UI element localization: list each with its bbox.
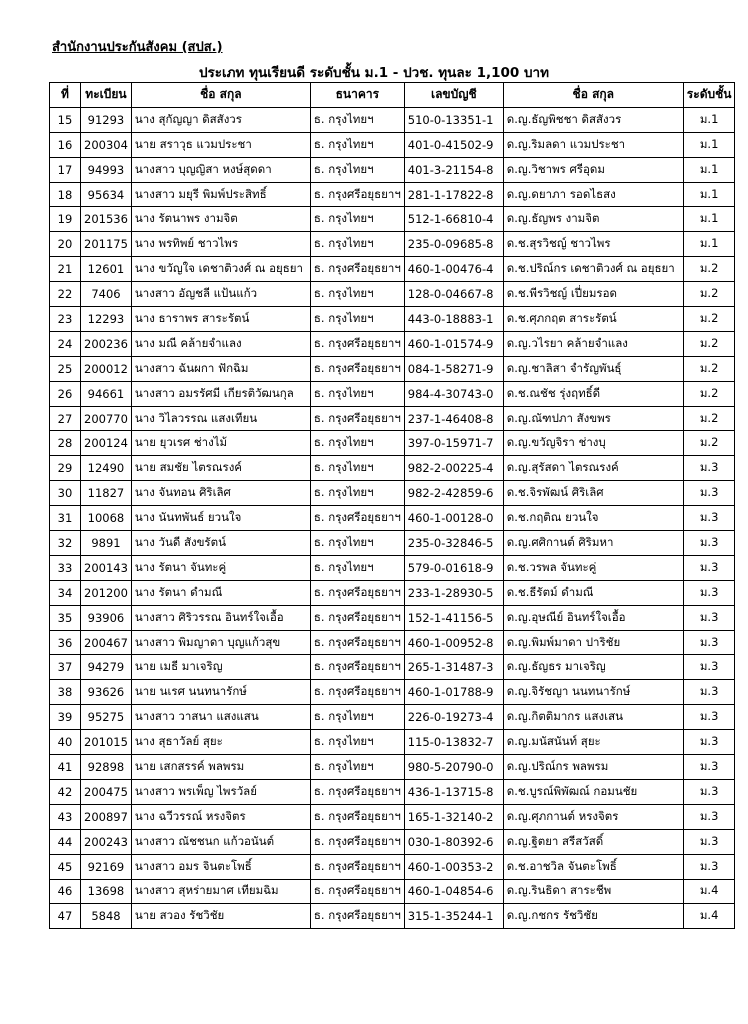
document-title: ประเภท ทุนเรียนดี ระดับชั้น ม.1 - ปวช. ทุนละ 1,100 บาท — [198, 65, 550, 81]
cell-child-name: ด.ช.อาชวิล จันตะโพธิ์ — [503, 854, 683, 879]
cell-account-no: 233-1-28930-5 — [404, 580, 503, 605]
table-row — [50, 730, 735, 755]
cell-child-name: ด.ช.บูรณ์พิพัฒณ์ กอมนชัย — [503, 779, 683, 804]
cell-insured-name: นางสาว สุหร่ายมาศ เทียมฉิม — [131, 879, 310, 904]
cell-bank: ธ. กรุงศรีอยุธยาฯ — [310, 804, 404, 829]
cell-registration: 201200 — [81, 580, 132, 605]
table-row — [50, 804, 735, 829]
table-row — [50, 779, 735, 804]
cell-grade: ม.2 — [683, 331, 735, 356]
col-header-child-name: ชื่อ สกุล — [503, 83, 683, 108]
cell-account-no: 579-0-01618-9 — [404, 555, 503, 580]
cell-bank: ธ. กรุงศรีอยุธยาฯ — [310, 854, 404, 879]
cell-bank: ธ. กรุงศรีอยุธยาฯ — [310, 879, 404, 904]
cell-grade: ม.3 — [683, 854, 735, 879]
cell-child-name: ด.ญ.ณัฑปภา สังขพร — [503, 406, 683, 431]
cell-account-no: 460-1-00952-8 — [404, 630, 503, 655]
cell-registration: 201175 — [81, 232, 132, 257]
cell-account-no: 460-1-04854-6 — [404, 879, 503, 904]
cell-grade: ม.1 — [683, 207, 735, 232]
table-row — [50, 680, 735, 705]
cell-account-no: 315-1-35244-1 — [404, 904, 503, 929]
cell-grade: ม.2 — [683, 307, 735, 332]
cell-insured-name: นางสาว อมร จินตะโพธิ์ — [131, 854, 310, 879]
cell-grade: ม.4 — [683, 879, 735, 904]
cell-account-no: 460-1-00353-2 — [404, 854, 503, 879]
cell-account-no: 115-0-13832-7 — [404, 730, 503, 755]
cell-child-name: ด.ญ.อุษณีย์ อินทร์ใจเอื้อ — [503, 605, 683, 630]
cell-account-no: 152-1-41156-5 — [404, 605, 503, 630]
cell-account-no: 982-2-00225-4 — [404, 456, 503, 481]
cell-account-no: 128-0-04667-8 — [404, 282, 503, 307]
cell-bank: ธ. กรุงไทยฯ — [310, 381, 404, 406]
cell-grade: ม.3 — [683, 730, 735, 755]
cell-child-name: ด.ช.พีรวิชญ์ เปี่ยมรอด — [503, 282, 683, 307]
cell-grade: ม.2 — [683, 257, 735, 282]
cell-child-name: ด.ญ.ฐิตยา สรีสวัสดิ์ — [503, 829, 683, 854]
cell-grade: ม.1 — [683, 157, 735, 182]
cell-bank: ธ. กรุงศรีอยุธยาฯ — [310, 680, 404, 705]
cell-child-name: ด.ญ.กิตติมากร แสงเสน — [503, 705, 683, 730]
cell-child-name: ด.ช.ณชัช รุ่งฤทธิ์ดี — [503, 381, 683, 406]
cell-no: 35 — [50, 605, 81, 630]
cell-bank: ธ. กรุงไทยฯ — [310, 456, 404, 481]
table-row — [50, 282, 735, 307]
cell-grade: ม.3 — [683, 531, 735, 556]
cell-grade: ม.3 — [683, 456, 735, 481]
cell-account-no: 980-5-20790-0 — [404, 755, 503, 780]
table-row — [50, 182, 735, 207]
cell-child-name: ด.ญ.ขวัญจิรา ช่างบุ — [503, 431, 683, 456]
cell-bank: ธ. กรุงศรีอยุธยาฯ — [310, 331, 404, 356]
table-row — [50, 307, 735, 332]
cell-no: 46 — [50, 879, 81, 904]
cell-registration: 200467 — [81, 630, 132, 655]
cell-bank: ธ. กรุงไทยฯ — [310, 132, 404, 157]
cell-no: 20 — [50, 232, 81, 257]
cell-insured-name: นางสาว พิมญาดา บุญแก้วสุข — [131, 630, 310, 655]
cell-registration: 94279 — [81, 655, 132, 680]
cell-insured-name: นาย เสกสรรค์ พลพรม — [131, 755, 310, 780]
cell-registration: 200124 — [81, 431, 132, 456]
cell-registration: 93626 — [81, 680, 132, 705]
table-row — [50, 107, 735, 132]
cell-registration: 13698 — [81, 879, 132, 904]
cell-no: 26 — [50, 381, 81, 406]
table-row — [50, 356, 735, 381]
cell-no: 19 — [50, 207, 81, 232]
cell-registration: 95275 — [81, 705, 132, 730]
cell-child-name: ด.ญ.ปริณ์กร พลพรม — [503, 755, 683, 780]
cell-bank: ธ. กรุงไทยฯ — [310, 555, 404, 580]
cell-no: 24 — [50, 331, 81, 356]
cell-registration: 200897 — [81, 804, 132, 829]
cell-bank: ธ. กรุงไทยฯ — [310, 157, 404, 182]
table-row — [50, 555, 735, 580]
cell-no: 23 — [50, 307, 81, 332]
cell-child-name: ด.ช.วรพล จันทะคู่ — [503, 555, 683, 580]
table-row — [50, 431, 735, 456]
cell-child-name: ด.ญ.รินธิดา สาระชีพ — [503, 879, 683, 904]
cell-no: 22 — [50, 282, 81, 307]
cell-registration: 12490 — [81, 456, 132, 481]
cell-bank: ธ. กรุงไทยฯ — [310, 705, 404, 730]
cell-grade: ม.2 — [683, 282, 735, 307]
cell-registration: 200475 — [81, 779, 132, 804]
cell-no: 43 — [50, 804, 81, 829]
table-row — [50, 605, 735, 630]
cell-child-name: ด.ญ.ชาลิสา จำรัญพันธุ์ — [503, 356, 683, 381]
cell-bank: ธ. กรุงไทยฯ — [310, 207, 404, 232]
cell-account-no: 510-0-13351-1 — [404, 107, 503, 132]
cell-registration: 91293 — [81, 107, 132, 132]
cell-account-no: 226-0-19273-4 — [404, 705, 503, 730]
cell-no: 15 — [50, 107, 81, 132]
cell-bank: ธ. กรุงไทยฯ — [310, 755, 404, 780]
cell-registration: 200304 — [81, 132, 132, 157]
cell-child-name: ด.ช.ศุภกฤต สาระรัตน์ — [503, 307, 683, 332]
cell-child-name: ด.ญ.ศศิกานต์ ศิริมหา — [503, 531, 683, 556]
scholarship-table — [49, 82, 735, 929]
cell-insured-name: นาย สราวุธ แวมประชา — [131, 132, 310, 157]
cell-account-no: 281-1-17822-8 — [404, 182, 503, 207]
cell-insured-name: นาง รัตนา ดำมณี — [131, 580, 310, 605]
cell-no: 27 — [50, 406, 81, 431]
cell-child-name: ด.ญ.มนัสนันท์ สุยะ — [503, 730, 683, 755]
cell-insured-name: นางสาว ศิริวรรณ อินทร์ใจเอื้อ — [131, 605, 310, 630]
cell-bank: ธ. กรุงศรีอยุธยาฯ — [310, 605, 404, 630]
cell-bank: ธ. กรุงศรีอยุธยาฯ — [310, 630, 404, 655]
cell-account-no: 460-1-01788-9 — [404, 680, 503, 705]
cell-registration: 93906 — [81, 605, 132, 630]
cell-insured-name: นาย สมชัย ไตรณรงค์ — [131, 456, 310, 481]
cell-insured-name: นาย เมธี มาเจริญ — [131, 655, 310, 680]
cell-child-name: ด.ช.สุรวิชญ์ ชาวไพร — [503, 232, 683, 257]
cell-account-no: 984-4-30743-0 — [404, 381, 503, 406]
cell-grade: ม.3 — [683, 580, 735, 605]
table-header-row — [50, 83, 735, 108]
cell-grade: ม.3 — [683, 779, 735, 804]
table-row — [50, 755, 735, 780]
cell-no: 32 — [50, 531, 81, 556]
table-row — [50, 406, 735, 431]
table-row — [50, 157, 735, 182]
cell-bank: ธ. กรุงศรีอยุธยาฯ — [310, 406, 404, 431]
cell-insured-name: นาง วิไลวรรณ แสงเทียน — [131, 406, 310, 431]
cell-registration: 200236 — [81, 331, 132, 356]
table-row — [50, 132, 735, 157]
cell-insured-name: นาง ธาราพร สาระรัตน์ — [131, 307, 310, 332]
cell-grade: ม.3 — [683, 555, 735, 580]
cell-registration: 10068 — [81, 506, 132, 531]
cell-no: 33 — [50, 555, 81, 580]
table-row — [50, 381, 735, 406]
table-row — [50, 481, 735, 506]
cell-account-no: 084-1-58271-9 — [404, 356, 503, 381]
cell-bank: ธ. กรุงศรีอยุธยาฯ — [310, 655, 404, 680]
cell-no: 38 — [50, 680, 81, 705]
cell-child-name: ด.ญ.สุรัสดา ไตรณรงค์ — [503, 456, 683, 481]
cell-account-no: 436-1-13715-8 — [404, 779, 503, 804]
cell-child-name: ด.ญ.กชกร รัชวิชัย — [503, 904, 683, 929]
organization-title: สำนักงานประกันสังคม (สปส.) — [52, 40, 223, 55]
cell-no: 29 — [50, 456, 81, 481]
cell-child-name: ด.ญ.จิรัชญา นนทนารักษ์ — [503, 680, 683, 705]
cell-bank: ธ. กรุงไทยฯ — [310, 481, 404, 506]
cell-insured-name: นาง สุธาวัลย์ สุยะ — [131, 730, 310, 755]
cell-insured-name: นางสาว อมรรัศมี เกียรติวัฒนกุล — [131, 381, 310, 406]
cell-no: 44 — [50, 829, 81, 854]
table-row — [50, 879, 735, 904]
cell-insured-name: นาง ขวัญใจ เดชาติวงศ์ ณ อยุธยา — [131, 257, 310, 282]
cell-account-no: 237-1-46408-8 — [404, 406, 503, 431]
cell-child-name: ด.ญ.ธัญพร งามจิต — [503, 207, 683, 232]
cell-account-no: 235-0-09685-8 — [404, 232, 503, 257]
cell-bank: ธ. กรุงไทยฯ — [310, 431, 404, 456]
cell-grade: ม.4 — [683, 904, 735, 929]
cell-registration: 12293 — [81, 307, 132, 332]
cell-no: 41 — [50, 755, 81, 780]
cell-insured-name: นางสาว อัญชลี แป้นแก้ว — [131, 282, 310, 307]
cell-insured-name: นาง พรทิพย์ ชาวไพร — [131, 232, 310, 257]
cell-registration: 12601 — [81, 257, 132, 282]
cell-grade: ม.2 — [683, 381, 735, 406]
cell-registration: 94661 — [81, 381, 132, 406]
cell-insured-name: นาย สวอง รัชวิชัย — [131, 904, 310, 929]
cell-child-name: ด.ญ.ศุภกานต์ หรงจิตร — [503, 804, 683, 829]
table-row — [50, 655, 735, 680]
cell-bank: ธ. กรุงศรีอยุธยาฯ — [310, 580, 404, 605]
cell-child-name: ด.ช.จิรพัฒน์ ศิริเลิศ — [503, 481, 683, 506]
cell-registration: 7406 — [81, 282, 132, 307]
cell-grade: ม.1 — [683, 182, 735, 207]
cell-registration: 201015 — [81, 730, 132, 755]
cell-bank: ธ. กรุงศรีอยุธยาฯ — [310, 356, 404, 381]
cell-bank: ธ. กรุงศรีอยุธยาฯ — [310, 506, 404, 531]
cell-no: 36 — [50, 630, 81, 655]
cell-insured-name: นาง นันทพันธ์ ยวนใจ — [131, 506, 310, 531]
cell-registration: 9891 — [81, 531, 132, 556]
cell-registration: 201536 — [81, 207, 132, 232]
cell-account-no: 265-1-31487-3 — [404, 655, 503, 680]
cell-child-name: ด.ญ.วิชาพร ศรีอุดม — [503, 157, 683, 182]
cell-insured-name: นางสาว พรเพ็ญ ไพรวัลย์ — [131, 779, 310, 804]
cell-registration: 92898 — [81, 755, 132, 780]
cell-insured-name: นางสาว ฉันผกา ฟักฉิม — [131, 356, 310, 381]
table-row — [50, 854, 735, 879]
cell-grade: ม.1 — [683, 132, 735, 157]
cell-registration: 200143 — [81, 555, 132, 580]
cell-no: 45 — [50, 854, 81, 879]
cell-registration: 200012 — [81, 356, 132, 381]
cell-grade: ม.1 — [683, 107, 735, 132]
cell-account-no: 030-1-80392-6 — [404, 829, 503, 854]
table-row — [50, 232, 735, 257]
col-header-account-no: เลขบัญชี — [404, 83, 503, 108]
cell-grade: ม.3 — [683, 506, 735, 531]
cell-no: 40 — [50, 730, 81, 755]
cell-bank: ธ. กรุงศรีอยุธยาฯ — [310, 829, 404, 854]
cell-insured-name: นางสาว บุญญิสา หงษ์สุดดา — [131, 157, 310, 182]
cell-registration: 92169 — [81, 854, 132, 879]
table-row — [50, 331, 735, 356]
cell-account-no: 401-0-41502-9 — [404, 132, 503, 157]
cell-account-no: 235-0-32846-5 — [404, 531, 503, 556]
cell-registration: 5848 — [81, 904, 132, 929]
cell-insured-name: นาง รัตนาพร งามจิต — [131, 207, 310, 232]
cell-no: 18 — [50, 182, 81, 207]
table-row — [50, 456, 735, 481]
cell-grade: ม.3 — [683, 605, 735, 630]
cell-insured-name: นาย ยุวเรศ ช่างไม้ — [131, 431, 310, 456]
cell-no: 25 — [50, 356, 81, 381]
cell-account-no: 401-3-21154-8 — [404, 157, 503, 182]
cell-no: 17 — [50, 157, 81, 182]
cell-grade: ม.3 — [683, 481, 735, 506]
cell-account-no: 512-1-66810-4 — [404, 207, 503, 232]
cell-child-name: ด.ช.ปริณ์กร เดชาติวงศ์ ณ อยุธยา — [503, 257, 683, 282]
cell-bank: ธ. กรุงไทยฯ — [310, 232, 404, 257]
table-row — [50, 257, 735, 282]
cell-account-no: 397-0-15971-7 — [404, 431, 503, 456]
table-row — [50, 904, 735, 929]
cell-no: 47 — [50, 904, 81, 929]
cell-grade: ม.2 — [683, 356, 735, 381]
col-header-grade: ระดับชั้น — [683, 83, 735, 108]
table-row — [50, 207, 735, 232]
cell-account-no: 982-2-42859-6 — [404, 481, 503, 506]
cell-grade: ม.2 — [683, 406, 735, 431]
cell-grade: ม.3 — [683, 655, 735, 680]
cell-child-name: ด.ญ.ธัญธร มาเจริญ — [503, 655, 683, 680]
table-row — [50, 630, 735, 655]
cell-grade: ม.2 — [683, 431, 735, 456]
col-header-registration: ทะเบียน — [81, 83, 132, 108]
table-row — [50, 506, 735, 531]
cell-bank: ธ. กรุงไทยฯ — [310, 107, 404, 132]
table-row — [50, 531, 735, 556]
col-header-no: ที่ — [50, 83, 81, 108]
cell-account-no: 460-1-01574-9 — [404, 331, 503, 356]
table-row — [50, 829, 735, 854]
cell-grade: ม.3 — [683, 755, 735, 780]
cell-grade: ม.1 — [683, 232, 735, 257]
cell-insured-name: นางสาว วาสนา แสงแสน — [131, 705, 310, 730]
cell-bank: ธ. กรุงไทยฯ — [310, 282, 404, 307]
cell-insured-name: นางสาว ณัชชนก แก้วอนันต์ — [131, 829, 310, 854]
cell-no: 16 — [50, 132, 81, 157]
cell-registration: 200243 — [81, 829, 132, 854]
cell-registration: 11827 — [81, 481, 132, 506]
cell-child-name: ด.ญ.ธัญพิชชา ดิสสังวร — [503, 107, 683, 132]
cell-bank: ธ. กรุงไทยฯ — [310, 307, 404, 332]
cell-insured-name: นาง มณี คล้ายจำแลง — [131, 331, 310, 356]
cell-no: 39 — [50, 705, 81, 730]
cell-child-name: ด.ช.กฤติณ ยวนใจ — [503, 506, 683, 531]
cell-grade: ม.3 — [683, 630, 735, 655]
table-row — [50, 580, 735, 605]
cell-grade: ม.3 — [683, 680, 735, 705]
cell-no: 34 — [50, 580, 81, 605]
cell-bank: ธ. กรุงศรีอยุธยาฯ — [310, 904, 404, 929]
cell-account-no: 460-1-00476-4 — [404, 257, 503, 282]
cell-bank: ธ. กรุงศรีอยุธยาฯ — [310, 182, 404, 207]
cell-grade: ม.3 — [683, 705, 735, 730]
cell-child-name: ด.ญ.ริมลดา แวมประชา — [503, 132, 683, 157]
cell-insured-name: นาง รัตนา จันทะคู่ — [131, 555, 310, 580]
cell-insured-name: นาย นเรศ นนทนารักษ์ — [131, 680, 310, 705]
col-header-insured-name: ชื่อ สกุล — [131, 83, 310, 108]
cell-child-name: ด.ญ.ดยาภา รอดไธสง — [503, 182, 683, 207]
cell-child-name: ด.ญ.พิมพ์มาดา ปาริชัย — [503, 630, 683, 655]
cell-child-name: ด.ช.ธีรัตม์ ดำมณี — [503, 580, 683, 605]
table-row — [50, 705, 735, 730]
cell-bank: ธ. กรุงไทยฯ — [310, 531, 404, 556]
cell-registration: 94993 — [81, 157, 132, 182]
cell-insured-name: นาง ฉวีวรรณ์ หรงจิตร — [131, 804, 310, 829]
cell-no: 31 — [50, 506, 81, 531]
cell-insured-name: นาง จันทอน ศิริเลิศ — [131, 481, 310, 506]
cell-account-no: 460-1-00128-0 — [404, 506, 503, 531]
cell-account-no: 165-1-32140-2 — [404, 804, 503, 829]
cell-no: 28 — [50, 431, 81, 456]
cell-no: 21 — [50, 257, 81, 282]
cell-insured-name: นางสาว มยุรี พิมพ์ประสิทธิ์ — [131, 182, 310, 207]
cell-insured-name: นาง สุกัญญา ดิสสังวร — [131, 107, 310, 132]
cell-bank: ธ. กรุงศรีอยุธยาฯ — [310, 257, 404, 282]
cell-insured-name: นาง วันดี สังขรัตน์ — [131, 531, 310, 556]
cell-bank: ธ. กรุงศรีอยุธยาฯ — [310, 779, 404, 804]
cell-grade: ม.3 — [683, 829, 735, 854]
cell-grade: ม.3 — [683, 804, 735, 829]
cell-registration: 200770 — [81, 406, 132, 431]
cell-no: 30 — [50, 481, 81, 506]
cell-registration: 95634 — [81, 182, 132, 207]
cell-no: 42 — [50, 779, 81, 804]
cell-no: 37 — [50, 655, 81, 680]
cell-child-name: ด.ญ.วไรยา คล้ายจำแลง — [503, 331, 683, 356]
cell-account-no: 443-0-18883-1 — [404, 307, 503, 332]
cell-bank: ธ. กรุงไทยฯ — [310, 730, 404, 755]
col-header-bank: ธนาคาร — [310, 83, 404, 108]
